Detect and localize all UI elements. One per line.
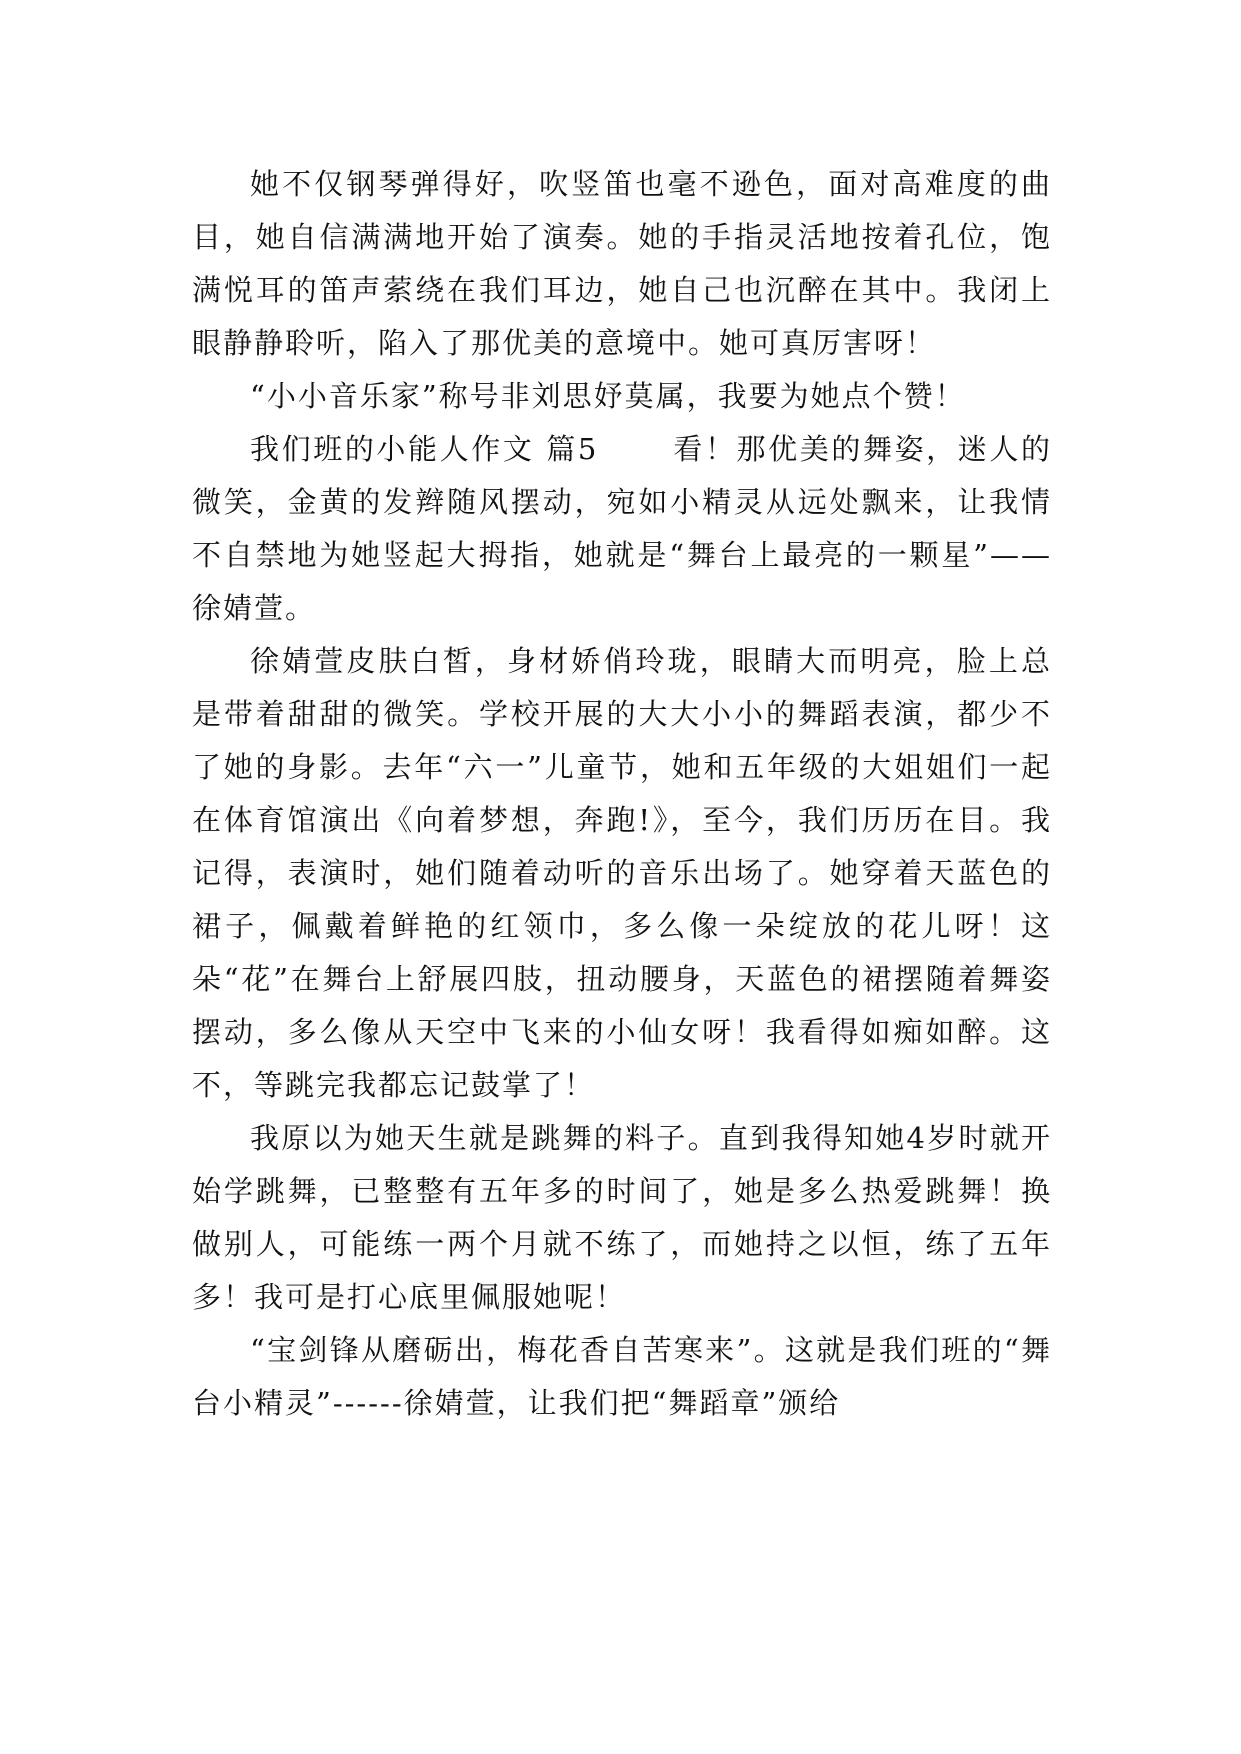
essay-body — [192, 158, 1052, 1430]
paragraph-music-praise: “小小音乐家”称号非刘思妤莫属，我要为她点个赞！ — [250, 379, 966, 413]
paragraph-closing: “宝剑锋从磨砺出，梅花香自苦寒来”。这就是我们班的“舞台小精灵”------徐婧萱，让我们把“舞蹈章”颁给 — [192, 1333, 1052, 1420]
paragraph-essay-5-intro: 我们班的小能人作文 篇5 看！那优美的舞姿，迷人的微笑，金黄的发辫随风摆动，宛如小精灵从远处飘来，让我情不自禁地为她竖起大拇指，她就是“舞台上最亮的一颗星”——徐婧萱。 — [192, 432, 1052, 625]
paragraph-recorder-performance: 她不仅钢琴弹得好，吹竖笛也毫不逊色，面对高难度的曲目，她自信满满地开始了演奏。她的手指灵活地按着孔位，饱满悦耳的笛声萦绕在我们耳边，她自己也沉醉在其中。我闭上眼静静聆听，陷入了那优美的意境中。她可真厉害呀！ — [192, 167, 1052, 360]
paragraph-dance-description: 徐婧萱皮肤白皙，身材娇俏玲珑，眼睛大而明亮，脸上总是带着甜甜的微笑。学校开展的大大小小的舞蹈表演，都少不了她的身影。去年“六一”儿童节，她和五年级的大姐姐们一起在体育馆演出《向着梦想，奔跑!》，至今，我们历历在目。我记得，表演时，她们随着动听的音乐出场了。她穿着天蓝色的裙子，佩戴着鲜艳的红领巾，多么像一朵绽放的花儿呀！这朵“花”在舞台上舒展四肢，扭动腰身，天蓝色的裙摆随着舞姿摆动，多么像从天空中飞来的小仙女呀！我看得如痴如醉。这不，等跳完我都忘记鼓掌了！ — [192, 644, 1052, 1102]
paragraph-dance-practice: 我原以为她天生就是跳舞的料子。直到我得知她4岁时就开始学跳舞，已整整有五年多的时间了，她是多么热爱跳舞！换做别人，可能练一两个月就不练了，而她持之以恒，练了五年多！我可是打心底里佩服她呢！ — [192, 1121, 1052, 1314]
